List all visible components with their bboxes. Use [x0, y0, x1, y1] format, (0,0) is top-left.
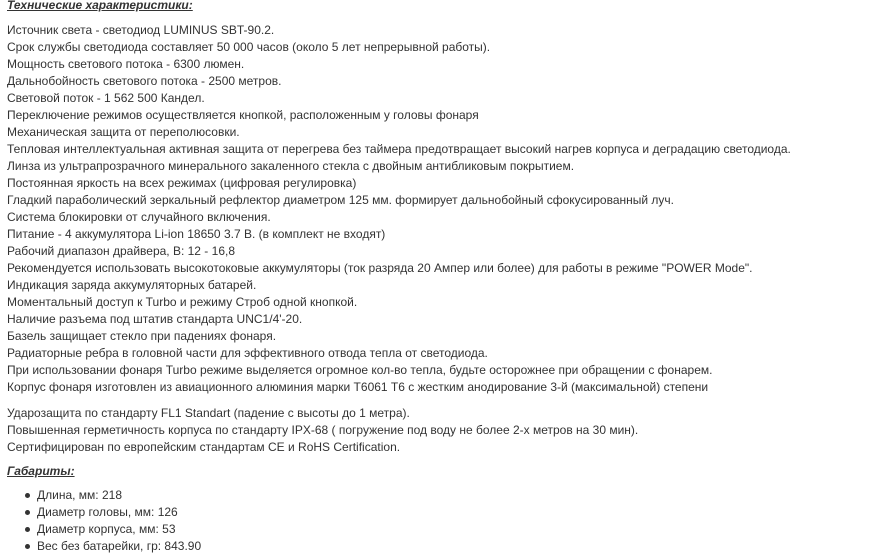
- dims-item-text: Вес без батарейки, гр: 843.90: [37, 539, 202, 553]
- specs-list: [7, 22, 791, 396]
- spec-line: Источник света - светодиод LUMINUS SBT-90.2.: [7, 23, 275, 37]
- spec-line: Линза из ультрапрозрачного минерального закаленного стекла с двойным антибликовым покрытием.: [7, 159, 575, 173]
- spec-line: Переключение режимов осуществляется кнопкой, расположенным у головы фонаря: [7, 108, 479, 122]
- dims-item-text: Диаметр корпуса, мм: 53: [37, 522, 176, 536]
- spec-line: Система блокировки от случайного включения.: [7, 210, 271, 224]
- spec-line: Тепловая интеллектуальная активная защита от перегрева без таймера предотвращает высокий нагрев корпуса и деградацию светодиода.: [7, 142, 791, 156]
- spec-line: Рекомендуется использовать высокотоковые аккумуляторы (ток разряда 20 Ампер или более) для работы в режиме "POWER Mode".: [7, 261, 753, 275]
- spec-line: Механическая защита от переполюсовки.: [7, 125, 240, 139]
- spec-line: Дальнобойность светового потока - 2500 метров.: [7, 74, 282, 88]
- spec-line: Мощность светового потока - 6300 люмен.: [7, 57, 245, 71]
- dims-item: [7, 487, 201, 504]
- spec-line: Постоянная яркость на всех режимах (цифровая регулировка): [7, 176, 357, 190]
- spec-line: Гладкий параболический зеркальный рефлектор диаметром 125 мм. формирует дальнобойный сфокусированный луч.: [7, 193, 674, 207]
- spec-line: Ударозащита по стандарту FL1 Standart (падение с высоты до 1 метра).: [7, 406, 410, 420]
- spec-line: Корпус фонаря изготовлен из авиационного алюминия марки Т6061 Т6 с жестким анодирование 3-й (максимальной) степени: [7, 380, 709, 394]
- spec-line: Наличие разъема под штатив стандарта UNC1/4'-20.: [7, 312, 303, 326]
- spec-line: Индикация заряда аккумуляторных батарей.: [7, 278, 257, 292]
- spec-line: Питание - 4 аккумулятора Li-ion 18650 3.7 В. (в комплект не входят): [7, 227, 386, 241]
- spec-line: При использовании фонаря Turbo режиме выделяется огромное кол-во тепла, будьте осторожнее при обращении с фонарем.: [7, 363, 713, 377]
- dims-item: [7, 504, 201, 521]
- spec-line: Рабочий диапазон драйвера, В: 12 - 16,8: [7, 244, 235, 258]
- spec-line: Радиаторные ребра в головной части для эффективного отвода тепла от светодиода.: [7, 346, 488, 360]
- spec-line: Сертифицирован по европейским стандартам CE и RoHS Certification.: [7, 440, 401, 454]
- spec-line: Базель защищает стекло при падениях фонаря.: [7, 329, 277, 343]
- dims-list: [7, 487, 201, 555]
- bullet-icon: [25, 544, 30, 549]
- specs-heading: Технические характеристики:: [7, 0, 193, 12]
- bullet-icon: [25, 493, 30, 498]
- dims-item-text: Диаметр головы, мм: 126: [37, 505, 178, 519]
- specs-extra-list: [7, 405, 638, 456]
- bullet-icon: [25, 527, 30, 532]
- dims-item: [7, 521, 201, 538]
- dims-item-text: Длина, мм: 218: [37, 488, 122, 502]
- spec-line: Повышенная герметичность корпуса по стандарту IPX-68 ( погружение под воду не более 2-х метров на 30 мин).: [7, 423, 639, 437]
- spec-line: Моментальный доступ к Turbo и режиму Строб одной кнопкой.: [7, 295, 358, 309]
- dims-heading: Габариты:: [7, 464, 75, 478]
- bullet-icon: [25, 510, 30, 515]
- dims-item: [7, 538, 201, 555]
- spec-line: Срок службы светодиода составляет 50 000 часов (около 5 лет непрерывной работы).: [7, 40, 491, 54]
- spec-line: Световой поток - 1 562 500 Кандел.: [7, 91, 205, 105]
